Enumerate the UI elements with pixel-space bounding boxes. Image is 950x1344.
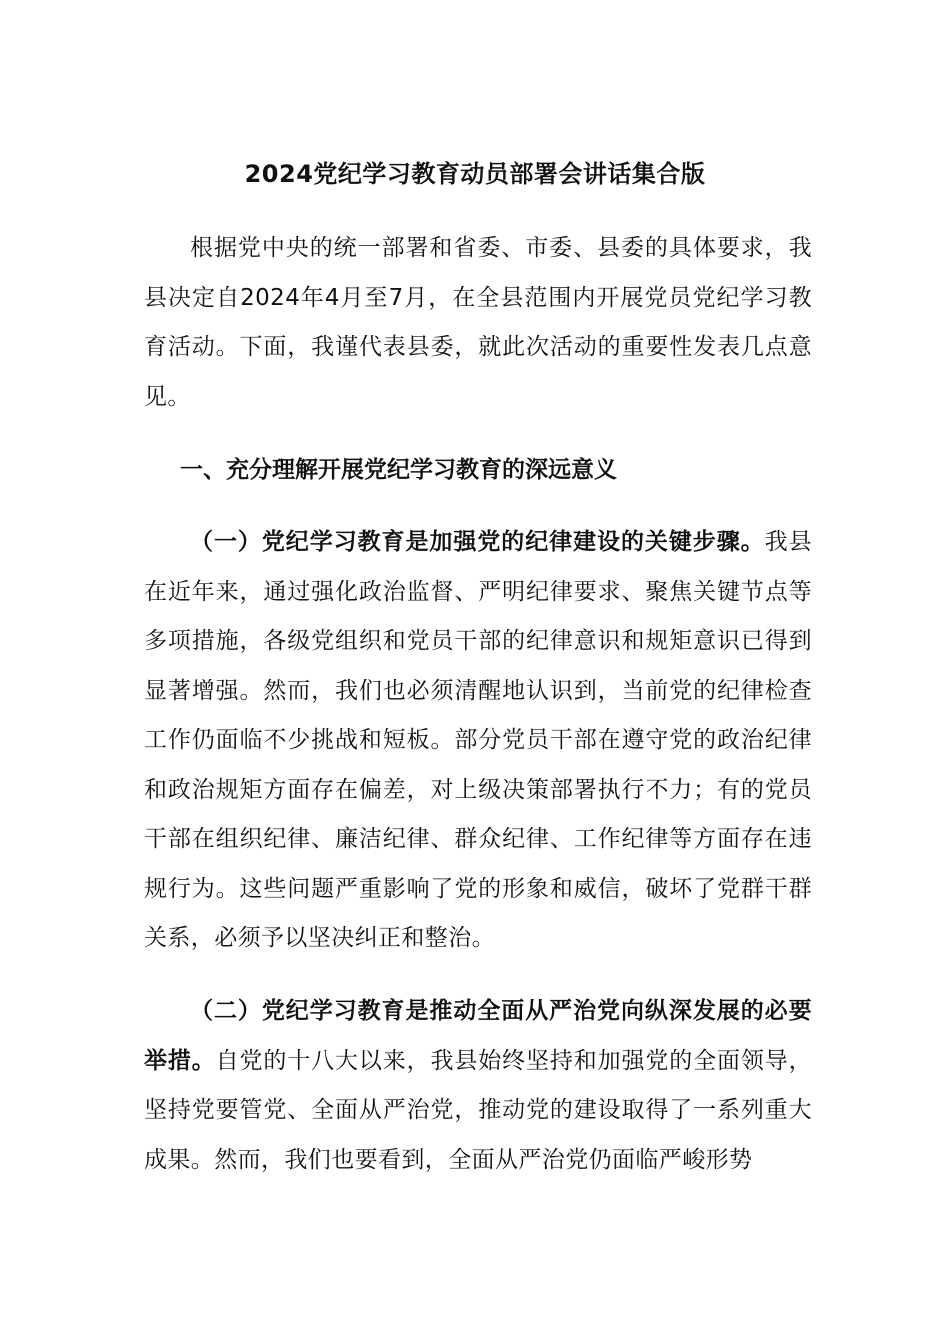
point-paragraph-1 bbox=[144, 518, 812, 964]
point-body-2: 自党的十八大以来，我县始终坚持和加强党的全面领导，坚持党要管党、全面从严治党，推动党的建设取得了一系列重大成果。然而，我们也要看到，全面从严治党仍面临严峻形势 bbox=[144, 1047, 812, 1173]
intro-paragraph: 根据党中央的统一部署和省委、市委、县委的具体要求，我县决定自2024年4月至7月，在全县范围内开展党员党纪学习教育活动。下面，我谨代表县委，就此次活动的重要性发表几点意见。 bbox=[144, 235, 812, 410]
section-heading-1: 一、充分理解开展党纪学习教育的深远意义 bbox=[180, 457, 617, 483]
point-body-1: 我县在近年来，通过强化政治监督、严明纪律要求、聚焦关键节点等多项措施，各级党组织和党员干部的纪律意识和规矩意识已得到显著增强。然而，我们也必须清醒地认识到，当前党的纪律检查工作仍面临不少挑战和短板。部分党员干部在遵守党的政治纪律和政治规矩方面存在偏差，对上级决策部署执行不力；有的党员干部在组织纪律、廉洁纪律、群众纪律、工作纪律等方面存在违规行为。这些问题严重影响了党的形象和威信，破坏了党群干群关系，必须予以坚决纠正和整治。 bbox=[144, 529, 812, 951]
point-paragraph-2 bbox=[144, 987, 812, 1185]
point-lead-1: （一）党纪学习教育是加强党的纪律建设的关键步骤。 bbox=[190, 529, 765, 555]
document-title: 2024党纪学习教育动员部署会讲话集合版 bbox=[244, 160, 706, 188]
point-lead-2: （二）党纪学习教育是推动全面从严治党向纵深发展的必要举措。 bbox=[144, 998, 812, 1074]
